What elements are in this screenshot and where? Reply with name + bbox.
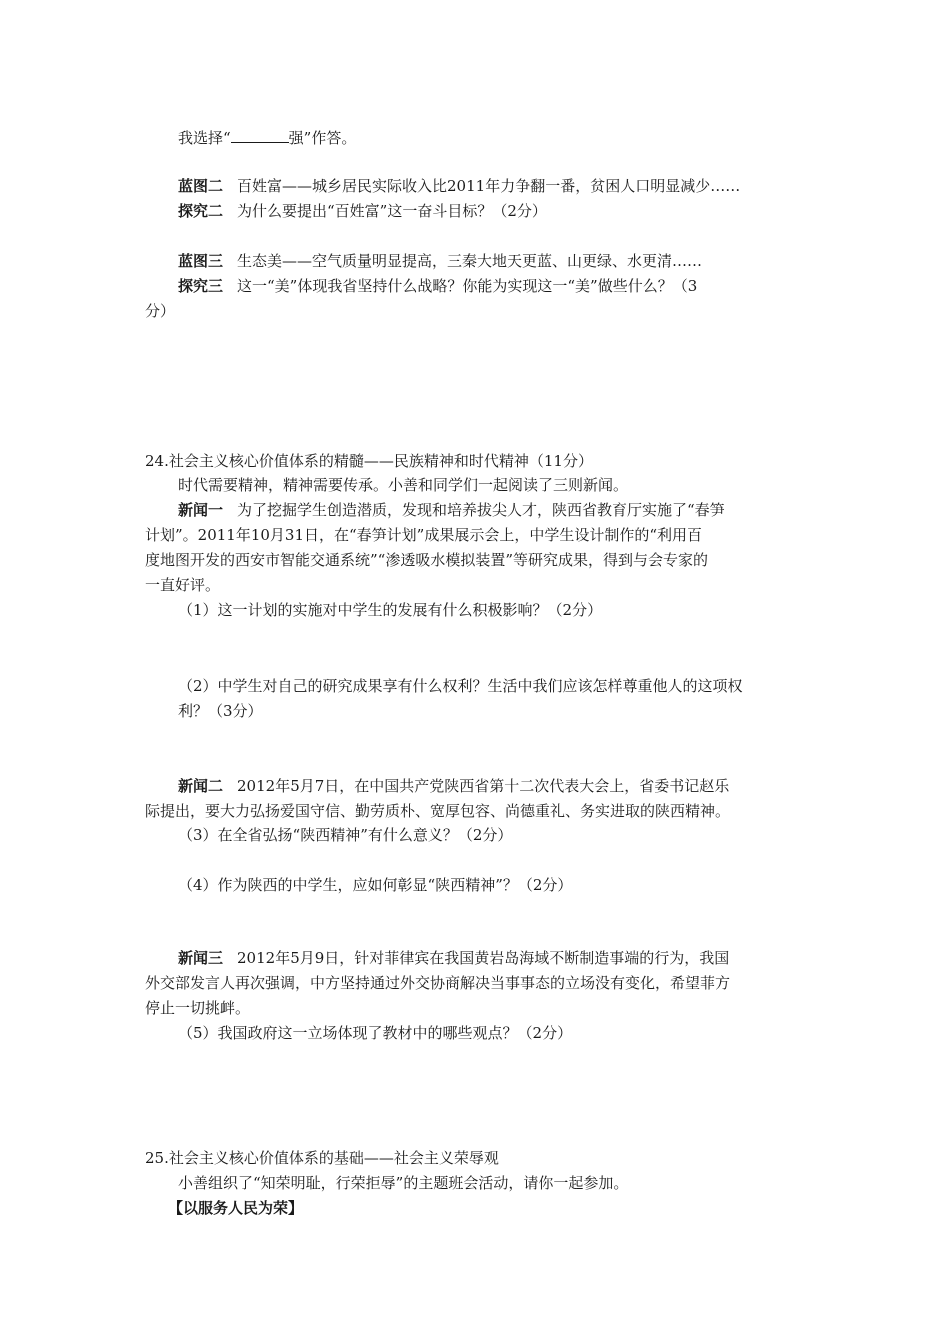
news1-line2: 计划”。2011年10月31日，在“春笋计划”成果展示会上，中学生设计制作的“利用百 — [145, 526, 703, 544]
sub-question-5: （5）我国政府这一立场体现了教材中的哪些观点？（2分） — [178, 1024, 573, 1042]
explore3-cont: 分） — [145, 302, 176, 320]
news2-line2: 际提出，要大力弘扬爱国守信、勤劳质朴、宽厚包容、尚德重礼、务实进取的陕西精神。 — [145, 802, 731, 820]
news1-label: 新闻一 — [178, 501, 224, 519]
blueprint3-label: 蓝图三 — [178, 252, 224, 270]
news2-line1 — [178, 776, 729, 796]
news1-text1: 为了挖掘学生创造潜质，发现和培养拔尖人才，陕西省教育厅实施了“春笋 — [237, 501, 725, 519]
q25-intro: 小善组织了“知荣明耻，行荣拒辱”的主题班会活动，请你一起参加。 — [178, 1174, 629, 1192]
explore3-text: 这一“美”体现我省坚持什么战略？你能为实现这一“美”做些什么？（3 — [237, 277, 698, 295]
news3-label: 新闻三 — [178, 949, 224, 967]
q25-title: 25.社会主义核心价值体系的基础——社会主义荣辱观 — [145, 1149, 499, 1167]
explore2-text: 为什么要提出“百姓富”这一奋斗目标？（2分） — [237, 202, 547, 220]
news2-text1: 2012年5月7日，在中国共产党陕西省第十二次代表大会上，省委书记赵乐 — [237, 777, 730, 795]
explore3 — [178, 276, 697, 296]
blueprint3-text: 生态美——空气质量明显提高，三秦大地天更蓝、山更绿、水更清…… — [237, 252, 703, 270]
blueprint3 — [178, 251, 702, 271]
explore2 — [178, 201, 547, 221]
q25-section-heading: 【以服务人民为荣】 — [168, 1199, 304, 1217]
q24-title: 24.社会主义核心价值体系的精髓——民族精神和时代精神（11分） — [145, 452, 593, 470]
blueprint2-text: 百姓富——城乡居民实际收入比2011年力争翻一番，贫困人口明显减少…… — [237, 177, 741, 195]
answer-blank[interactable] — [231, 128, 289, 143]
news1-line3: 度地图开发的西安市智能交通系统”“渗透吸水模拟装置”等研究成果，得到与会专家的 — [145, 551, 709, 569]
choice-line — [178, 128, 356, 148]
news1-line4: 一直好评。 — [145, 576, 221, 594]
news3-line3: 停止一切挑衅。 — [145, 999, 251, 1017]
sub-question-1: （1）这一计划的实施对中学生的发展有什么积极影响？（2分） — [178, 601, 603, 619]
explore3-label: 探究三 — [178, 277, 224, 295]
blueprint2 — [178, 176, 740, 196]
sub-question-4: （4）作为陕西的中学生，应如何彰显“陕西精神”？（2分） — [178, 876, 573, 894]
news2-label: 新闻二 — [178, 777, 224, 795]
news3-text1: 2012年5月9日，针对菲律宾在我国黄岩岛海域不断制造事端的行为，我国 — [237, 949, 730, 967]
explore2-label: 探究二 — [178, 202, 224, 220]
choice-prefix: 我选择“ — [178, 129, 231, 147]
sub-question-2b: 利？（3分） — [178, 702, 263, 720]
news3-line1 — [178, 948, 729, 968]
sub-question-2a: （2）中学生对自己的研究成果享有什么权利？生活中我们应该怎样尊重他人的这项权 — [178, 677, 743, 695]
news3-line2: 外交部发言人再次强调，中方坚持通过外交协商解决当事事态的立场没有变化，希望菲方 — [145, 974, 731, 992]
blueprint2-label: 蓝图二 — [178, 177, 224, 195]
news1-line1 — [178, 500, 725, 520]
choice-suffix: 强”作答。 — [288, 129, 357, 147]
sub-question-3: （3）在全省弘扬“陕西精神”有什么意义？（2分） — [178, 826, 513, 844]
q24-intro: 时代需要精神，精神需要传承。小善和同学们一起阅读了三则新闻。 — [178, 476, 629, 494]
